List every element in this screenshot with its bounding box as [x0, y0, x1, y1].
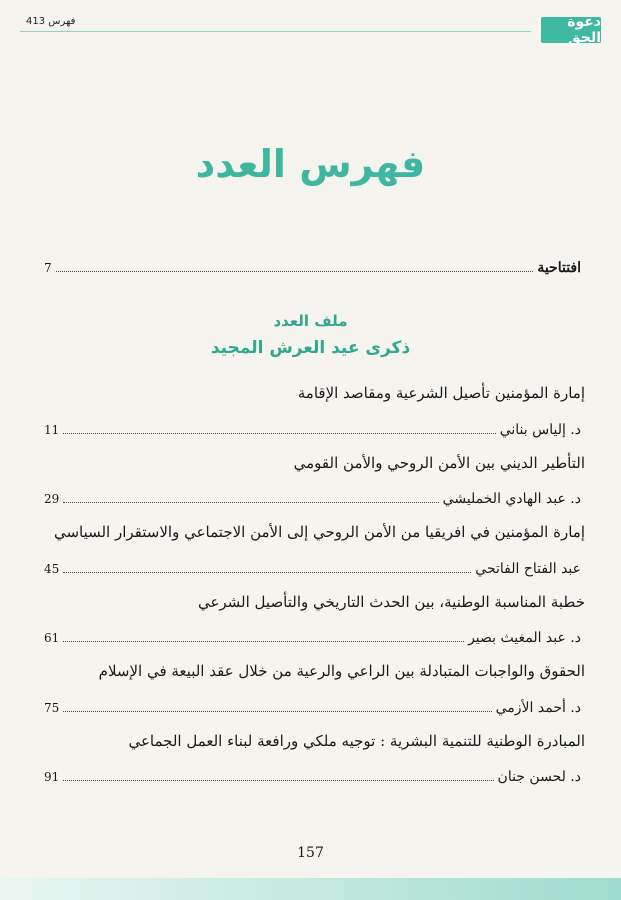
toc-entry-opening[interactable] — [44, 258, 581, 276]
entry-author-row — [44, 768, 585, 786]
entry-title: إمارة المؤمنين تأصيل الشرعية ومقاصد الإقامة — [297, 384, 585, 402]
section-subtitle: ذكرى عيد العرش المجيد — [210, 338, 411, 358]
entry-author: د. عبد المغيث بصير — [468, 630, 581, 647]
entry-author: د. لحسن جنان — [497, 769, 581, 786]
entry-page: 29 — [44, 492, 60, 507]
entry-author-row — [44, 420, 585, 438]
entry-title: خطبة المناسبة الوطنية، بين الحدث التاريخي والتأصيل الشرعي — [197, 592, 585, 611]
toc-entries — [44, 382, 585, 799]
entry-page: 45 — [44, 561, 60, 576]
magazine-logo: دعوة الحق — [541, 17, 601, 43]
running-head: فهرس 413 — [26, 16, 76, 27]
toc-entry[interactable] — [44, 521, 585, 591]
toc-entry[interactable] — [44, 730, 585, 800]
entry-author: د. إلياس بناني — [499, 421, 581, 438]
entry-page: 61 — [44, 631, 60, 646]
entry-author-row — [44, 629, 585, 647]
entry-author: د. عبد الهادي الخمليشي — [442, 491, 581, 508]
leader-dots — [63, 490, 438, 504]
toc-entry[interactable] — [44, 591, 585, 661]
toc-entry[interactable] — [44, 452, 585, 522]
entry-title: إمارة المؤمنين في افريقيا من الأمن الروحي إلى الأمن الاجتماعي والاستقرار السياسي — [53, 523, 585, 541]
header-rule — [20, 31, 531, 32]
opening-label: افتتاحية — [537, 259, 581, 276]
opening-page: 7 — [44, 260, 52, 275]
leader-dots — [63, 559, 471, 573]
toc-entry[interactable] — [44, 382, 585, 452]
section-label: ملف العدد — [273, 312, 348, 330]
entry-author: عبد الفتاح الفاتحي — [475, 560, 581, 577]
entry-title: الحقوق والواجبات المتبادلة بين الراعي والرعية من خلال عقد البيعة في الإسلام — [98, 662, 585, 680]
page-title: فهرس العدد — [195, 142, 426, 186]
entry-title: التأطير الديني بين الأمن الروحي والأمن القومي — [293, 453, 585, 472]
entry-page: 11 — [44, 422, 60, 437]
leader-dots — [63, 420, 495, 434]
leader-dots — [56, 258, 534, 272]
entry-page: 75 — [44, 700, 60, 715]
entry-author: د. أحمد الأزمي — [495, 699, 581, 716]
toc-entry[interactable] — [44, 660, 585, 730]
footer-decor-strip — [0, 878, 621, 900]
entry-author-row — [44, 698, 585, 716]
footer-page-number: 157 — [297, 845, 324, 861]
entry-title: المبادرة الوطنية للتنمية البشرية : توجيه ملكي ورافعة لبناء العمل الجماعي — [128, 731, 585, 750]
leader-dots — [63, 768, 493, 782]
leader-dots — [63, 698, 491, 712]
entry-author-row — [44, 559, 585, 577]
entry-page: 91 — [44, 770, 60, 785]
entry-author-row — [44, 490, 585, 508]
leader-dots — [63, 629, 464, 643]
